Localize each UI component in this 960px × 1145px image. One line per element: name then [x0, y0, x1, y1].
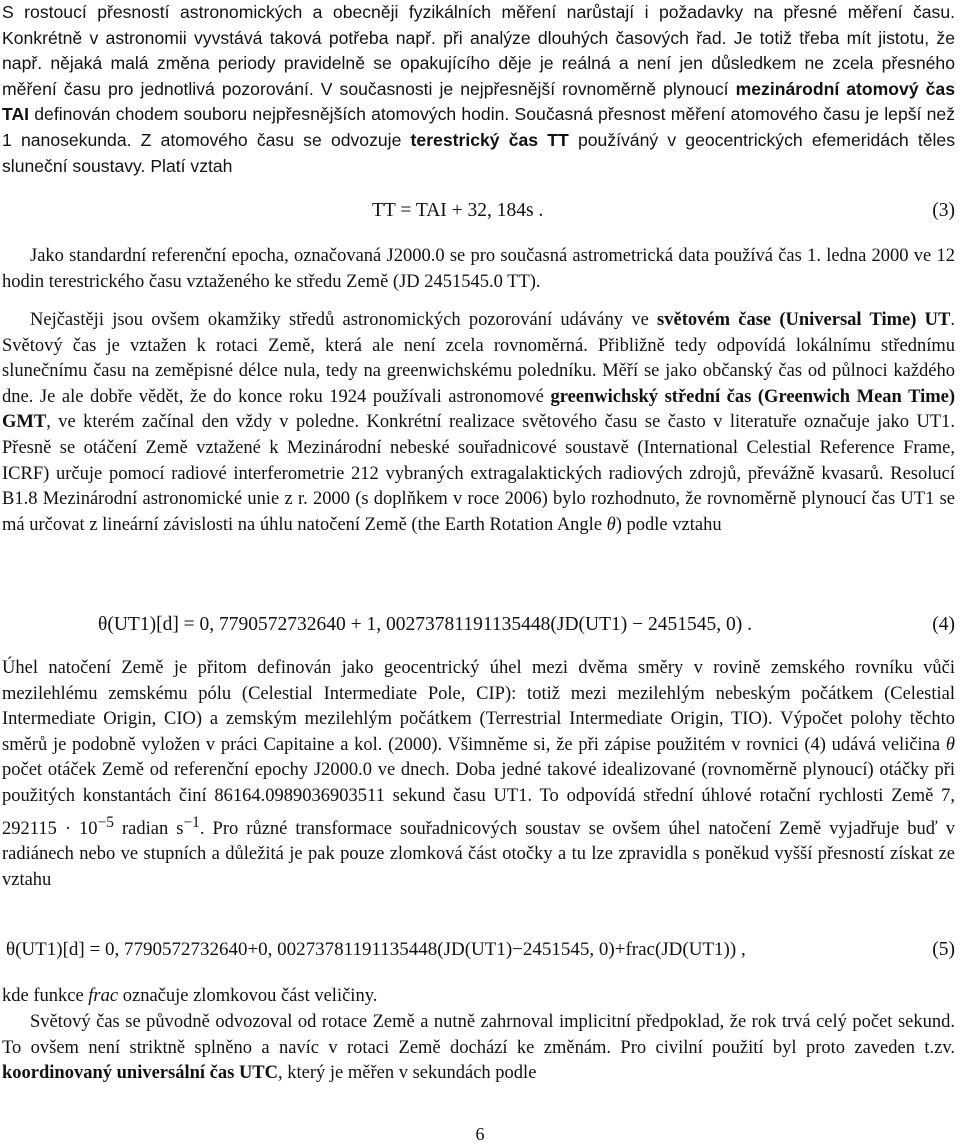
text-run: S rostoucí přesností astronomických a obecněji fyzikálních měření narůstají i požadavky na přesné měření času. Konkrétně v astronomii vyvstává taková potřeba např. při analýze dlouhých časových řad. Je totiž třeba mít jistotu, že např. nějaká malá změna periody pravidelně se opakujícího děje je reálná a není jen důsledkem ne zcela přesného měření času pro jednotlivá pozorování. V současnosti je nejpřesnější rovnoměrně plynoucí	[2, 2, 955, 99]
term-universal-time: světovém čase (Universal Time) UT	[657, 310, 951, 330]
term-tai: mezinárodní atomový čas TAI	[2, 78, 955, 125]
text-run: ) podle vztahu	[615, 514, 722, 535]
paragraph-utc	[2, 1010, 955, 1087]
equation-4-formula: θ(UT1)[d] = 0, 7790572732640 + 1, 00273781191135448(JD(UT1) − 2451545, 0) .	[98, 614, 752, 635]
text-run: Jako standardní referenční epocha, označovaná J2000.0 se pro současná astrometrická data používá čas 1. ledna 2000 ve 12 hodin terestrického času vztaženého ke středu Země (JD 2451545.0 TT).	[2, 246, 955, 292]
text-run: , ve kterém začínal den vždy v poledne. Konkrétní realizace světového času se často v literatuře označuje jako UT1. Přesně se otáčení Země vztažené k Mezinárodní nebeské souřadnicové soustavě (International Celestial Reference Frame, ICRF) určuje pomocí radiové interferometrie 212 vybraných extragalaktických radiových zdrojů, převážně kvasarů. Resolucí B1.8 Mezinárodní astronomické unie z r. 2000 (s doplňkem v roce 2006) bylo rozhodnuto, že rovnoměrně plynoucí čas UT1 se má určovat z lineární závislosti na úhlu natočení Země (the Earth Rotation Angle	[2, 412, 955, 535]
equation-4-number: (4)	[932, 614, 955, 635]
text-run: Světový čas se původně odvozoval od rotace Země a nutně zahrnoval implicitní předpoklad, že rok trvá celý počet sekund. To ovšem není striktně splněno a navíc v rotaci Země dochází ke změnám. Pro civilní použití byl proto zaveden t.zv.	[2, 1012, 955, 1058]
text-run: definován chodem souboru nejpřesnějších atomových hodin. Současná přesnost měření atomového času je lepší než 1 nanosekunda. Z atomového času se odvozuje	[2, 104, 955, 150]
text-run: používáný v geocentrických efemeridách těles sluneční soustavy. Platí vztah	[2, 129, 955, 176]
equation-4	[0, 614, 955, 644]
text-run: , který je měřen v sekundách podle	[278, 1063, 537, 1084]
symbol-theta: θ	[606, 514, 616, 535]
term-gmt: greenwichský střední čas (Greenwich Mean Time) GMT	[2, 386, 955, 433]
text-run: . Světový čas je vztažen k rotaci Země, která ale není zcela rovnoměrná. Přibližně tedy odpovídá lokálnímu střednímu slunečnímu času na zeměpisné délce nula, tedy na greenwichskému poledníku. Měří se jako občanský čas od půlnoci každého dne. Je ale dobře vědět, že do konce roku 1924 používali astronomové	[2, 310, 955, 407]
equation-3-formula: TT = TAI + 32, 184s .	[372, 200, 544, 221]
paragraph-universal-time	[2, 308, 955, 538]
text-run: označuje zlomkovou část veličiny.	[118, 986, 378, 1006]
paragraph-atomic-time	[2, 0, 955, 179]
text-run: Nejčastěji jsou ovšem okamžiky středů astronomických pozorování udávány ve	[30, 310, 658, 330]
term-tt: terestrický čas TT	[410, 129, 569, 150]
symbol-theta: θ	[945, 734, 955, 755]
text-run: počet otáček Země od referenční epochy J2000.0 ve dnech. Doba jedné takové idealizované (rovnoměrně plynoucí) otáčky při použitých konstantách činí 86164.0989036903511 sekund času UT1. To odpovídá střední úhlové rotační rychlosti Země	[2, 760, 955, 806]
paragraph-frac	[2, 984, 955, 1010]
equation-5-number: (5)	[932, 939, 955, 960]
equation-5-formula: θ(UT1)[d] = 0, 7790572732640+0, 00273781191135448(JD(UT1)−2451545, 0)+frac(JD(UT1)) ,	[6, 939, 746, 960]
term-frac: frac	[88, 986, 119, 1006]
text-run: kde funkce	[2, 986, 89, 1006]
page-number: 6	[475, 1124, 485, 1144]
text-run: Úhel natočení Země je přitom definován jako geocentrický úhel mezi dvěma směry v rovině zemského rovníku vůči mezilehlému zemskému pólu (Celestial Intermediate Pole, CIP): totiž mezi mezilehlým nebeským počátkem (Celestial Intermediate Origin, CIO) a zemským mezilehlým počátkem (Terrestrial Intermediate Origin, TIO). Výpočet polohy těchto směrů je podobně vyložen v práci Capitaine a kol. (2000). Všimněme si, že při zápise použitém v rovnici (4) udává veličina	[2, 658, 955, 755]
rotation-rate: 7, $292115 \cdot 10^{-5}$ radian $s^{-1}$	[2, 785, 955, 839]
paragraph-epoch	[2, 244, 955, 295]
text-run: . Pro různé transformace souřadnicových soustav se ovšem úhel natočení Země vyjadřuje buď v radiánech nebo ve stupních a důležitá je pak pouze zlomková část otočky a tu lze zpravidla s poněkud vyšší přesností získat ze vztahu	[2, 818, 955, 890]
term-utc: koordinovaný universální čas UTC	[2, 1063, 279, 1084]
paragraph-rotation-angle	[2, 656, 955, 894]
equation-5	[0, 939, 955, 969]
equation-3-number: (3)	[932, 200, 955, 221]
equation-3	[0, 200, 955, 230]
